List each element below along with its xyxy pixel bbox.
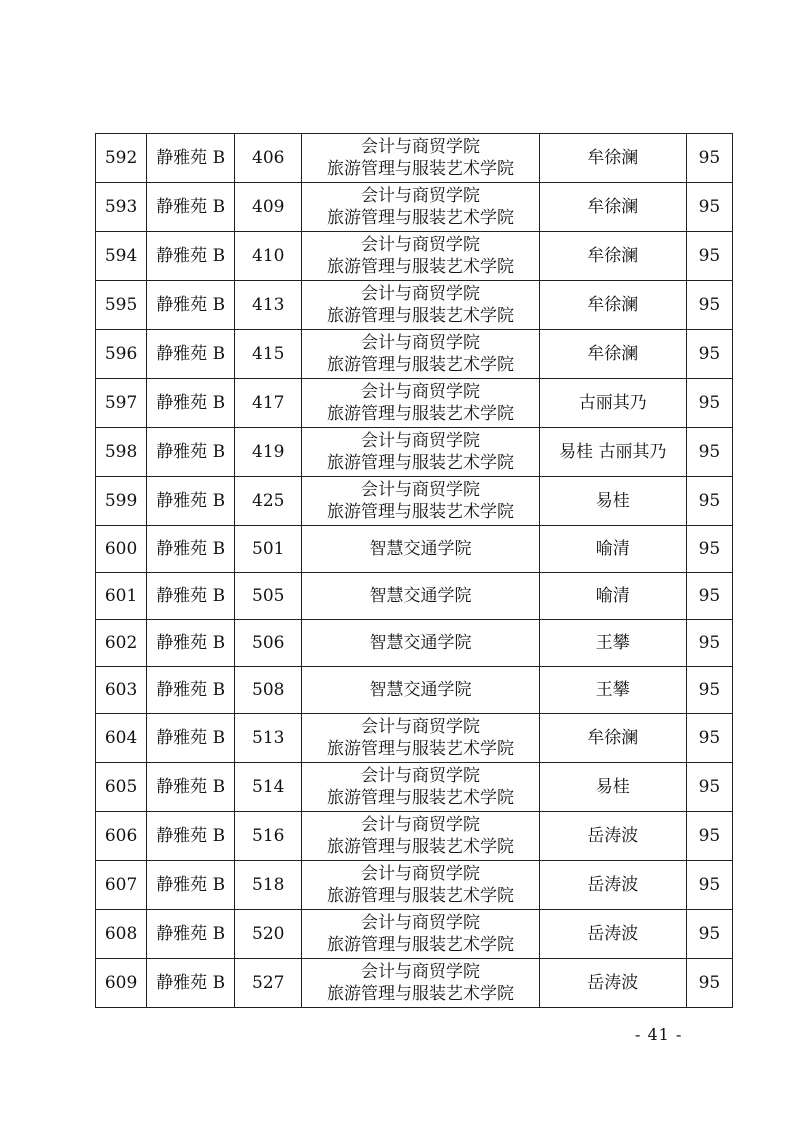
college-name-line: 旅游管理与服装艺术学院: [326, 935, 514, 955]
building-cell: 静雅苑 B: [147, 667, 235, 714]
score-cell: 95: [686, 183, 732, 232]
college-name-line: 会计与商贸学院: [360, 766, 480, 786]
score-cell: 95: [686, 330, 732, 379]
college-name-line: 会计与商贸学院: [360, 962, 480, 982]
table-row: [96, 812, 733, 861]
score-cell: 95: [686, 281, 732, 330]
college-name-line: 会计与商贸学院: [360, 333, 480, 353]
table-row: [96, 573, 733, 620]
college-name-line: 旅游管理与服装艺术学院: [326, 208, 514, 228]
table-row: [96, 330, 733, 379]
score-cell: 95: [686, 526, 732, 573]
building-cell: 静雅苑 B: [147, 812, 235, 861]
row-number-cell: 609: [96, 959, 147, 1008]
college-name-line: 会计与商贸学院: [360, 284, 480, 304]
dormitory-score-table: [95, 133, 733, 1008]
college-name-line: 会计与商贸学院: [360, 382, 480, 402]
row-number-cell: 604: [96, 714, 147, 763]
college-cell: [302, 183, 539, 232]
college-name-line: 智慧交通学院: [369, 539, 472, 559]
college-name-line: 会计与商贸学院: [360, 137, 480, 157]
college-name-line: 会计与商贸学院: [360, 235, 480, 255]
responsible-person-cell: 易桂: [539, 763, 686, 812]
score-cell: 95: [686, 620, 732, 667]
score-cell: 95: [686, 573, 732, 620]
college-name-line: 智慧交通学院: [369, 633, 472, 653]
college-name-line: 旅游管理与服装艺术学院: [326, 837, 514, 857]
room-number-cell: 513: [235, 714, 302, 763]
building-cell: 静雅苑 B: [147, 232, 235, 281]
college-cell: [302, 667, 539, 714]
score-cell: 95: [686, 714, 732, 763]
building-cell: 静雅苑 B: [147, 183, 235, 232]
room-number-cell: 516: [235, 812, 302, 861]
college-name-line: 会计与商贸学院: [360, 913, 480, 933]
table-row: [96, 959, 733, 1008]
college-cell: [302, 959, 539, 1008]
table-row: [96, 620, 733, 667]
score-cell: 95: [686, 861, 732, 910]
college-name-line: 旅游管理与服装艺术学院: [326, 159, 514, 179]
responsible-person-cell: 喻清: [539, 573, 686, 620]
college-name-line: 会计与商贸学院: [360, 431, 480, 451]
row-number-cell: 597: [96, 379, 147, 428]
row-number-cell: 594: [96, 232, 147, 281]
responsible-person-cell: 王攀: [539, 667, 686, 714]
table-row: [96, 667, 733, 714]
row-number-cell: 605: [96, 763, 147, 812]
college-cell: [302, 573, 539, 620]
table-row: [96, 232, 733, 281]
college-cell: [302, 526, 539, 573]
responsible-person-cell: 牟徐澜: [539, 330, 686, 379]
responsible-person-cell: 古丽其乃: [539, 379, 686, 428]
row-number-cell: 607: [96, 861, 147, 910]
row-number-cell: 592: [96, 134, 147, 183]
room-number-cell: 406: [235, 134, 302, 183]
building-cell: 静雅苑 B: [147, 714, 235, 763]
row-number-cell: 601: [96, 573, 147, 620]
room-number-cell: 409: [235, 183, 302, 232]
room-number-cell: 518: [235, 861, 302, 910]
table-row: [96, 763, 733, 812]
row-number-cell: 593: [96, 183, 147, 232]
college-name-line: 智慧交通学院: [369, 586, 472, 606]
page-number: - 41 -: [635, 1025, 683, 1044]
college-name-line: 旅游管理与服装艺术学院: [326, 355, 514, 375]
room-number-cell: 415: [235, 330, 302, 379]
college-cell: [302, 910, 539, 959]
building-cell: 静雅苑 B: [147, 428, 235, 477]
score-cell: 95: [686, 379, 732, 428]
row-number-cell: 606: [96, 812, 147, 861]
responsible-person-cell: 易桂: [539, 477, 686, 526]
college-name-line: 会计与商贸学院: [360, 864, 480, 884]
score-cell: 95: [686, 959, 732, 1008]
table-row: [96, 428, 733, 477]
row-number-cell: 608: [96, 910, 147, 959]
college-name-line: 旅游管理与服装艺术学院: [326, 788, 514, 808]
row-number-cell: 602: [96, 620, 147, 667]
responsible-person-cell: 王攀: [539, 620, 686, 667]
room-number-cell: 419: [235, 428, 302, 477]
building-cell: 静雅苑 B: [147, 134, 235, 183]
college-name-line: 旅游管理与服装艺术学院: [326, 453, 514, 473]
table-row: [96, 134, 733, 183]
building-cell: 静雅苑 B: [147, 959, 235, 1008]
table-row: [96, 526, 733, 573]
room-number-cell: 425: [235, 477, 302, 526]
room-number-cell: 508: [235, 667, 302, 714]
college-name-line: 旅游管理与服装艺术学院: [326, 404, 514, 424]
college-name-line: 旅游管理与服装艺术学院: [326, 739, 514, 759]
row-number-cell: 600: [96, 526, 147, 573]
college-cell: [302, 232, 539, 281]
college-name-line: 旅游管理与服装艺术学院: [326, 984, 514, 1004]
college-cell: [302, 714, 539, 763]
responsible-person-cell: 岳涛波: [539, 812, 686, 861]
building-cell: 静雅苑 B: [147, 620, 235, 667]
responsible-person-cell: 牟徐澜: [539, 183, 686, 232]
building-cell: 静雅苑 B: [147, 910, 235, 959]
room-number-cell: 413: [235, 281, 302, 330]
responsible-person-cell: 易桂 古丽其乃: [539, 428, 686, 477]
college-name-line: 会计与商贸学院: [360, 717, 480, 737]
table-body: [96, 134, 733, 1008]
building-cell: 静雅苑 B: [147, 861, 235, 910]
responsible-person-cell: 牟徐澜: [539, 232, 686, 281]
college-name-line: 旅游管理与服装艺术学院: [326, 306, 514, 326]
table-row: [96, 379, 733, 428]
room-number-cell: 514: [235, 763, 302, 812]
table-row: [96, 910, 733, 959]
college-cell: [302, 281, 539, 330]
college-name-line: 旅游管理与服装艺术学院: [326, 886, 514, 906]
score-cell: 95: [686, 667, 732, 714]
row-number-cell: 598: [96, 428, 147, 477]
building-cell: 静雅苑 B: [147, 526, 235, 573]
room-number-cell: 501: [235, 526, 302, 573]
college-name-line: 会计与商贸学院: [360, 815, 480, 835]
responsible-person-cell: 牟徐澜: [539, 281, 686, 330]
college-name-line: 会计与商贸学院: [360, 480, 480, 500]
building-cell: 静雅苑 B: [147, 281, 235, 330]
college-cell: [302, 379, 539, 428]
room-number-cell: 410: [235, 232, 302, 281]
table-row: [96, 281, 733, 330]
college-cell: [302, 428, 539, 477]
building-cell: 静雅苑 B: [147, 573, 235, 620]
room-number-cell: 506: [235, 620, 302, 667]
responsible-person-cell: 牟徐澜: [539, 134, 686, 183]
college-cell: [302, 861, 539, 910]
college-cell: [302, 812, 539, 861]
college-name-line: 会计与商贸学院: [360, 186, 480, 206]
table-row: [96, 714, 733, 763]
score-cell: 95: [686, 812, 732, 861]
score-cell: 95: [686, 134, 732, 183]
room-number-cell: 520: [235, 910, 302, 959]
responsible-person-cell: 岳涛波: [539, 959, 686, 1008]
responsible-person-cell: 喻清: [539, 526, 686, 573]
building-cell: 静雅苑 B: [147, 477, 235, 526]
score-cell: 95: [686, 232, 732, 281]
score-cell: 95: [686, 477, 732, 526]
responsible-person-cell: 岳涛波: [539, 910, 686, 959]
college-name-line: 旅游管理与服装艺术学院: [326, 257, 514, 277]
table-row: [96, 477, 733, 526]
table-row: [96, 183, 733, 232]
score-cell: 95: [686, 428, 732, 477]
score-cell: 95: [686, 763, 732, 812]
room-number-cell: 527: [235, 959, 302, 1008]
building-cell: 静雅苑 B: [147, 763, 235, 812]
row-number-cell: 596: [96, 330, 147, 379]
college-cell: [302, 620, 539, 667]
building-cell: 静雅苑 B: [147, 379, 235, 428]
row-number-cell: 595: [96, 281, 147, 330]
room-number-cell: 505: [235, 573, 302, 620]
college-name-line: 旅游管理与服装艺术学院: [326, 502, 514, 522]
responsible-person-cell: 牟徐澜: [539, 714, 686, 763]
college-cell: [302, 134, 539, 183]
responsible-person-cell: 岳涛波: [539, 861, 686, 910]
college-cell: [302, 330, 539, 379]
row-number-cell: 599: [96, 477, 147, 526]
college-cell: [302, 763, 539, 812]
college-cell: [302, 477, 539, 526]
college-name-line: 智慧交通学院: [369, 680, 472, 700]
score-cell: 95: [686, 910, 732, 959]
building-cell: 静雅苑 B: [147, 330, 235, 379]
table-row: [96, 861, 733, 910]
row-number-cell: 603: [96, 667, 147, 714]
room-number-cell: 417: [235, 379, 302, 428]
